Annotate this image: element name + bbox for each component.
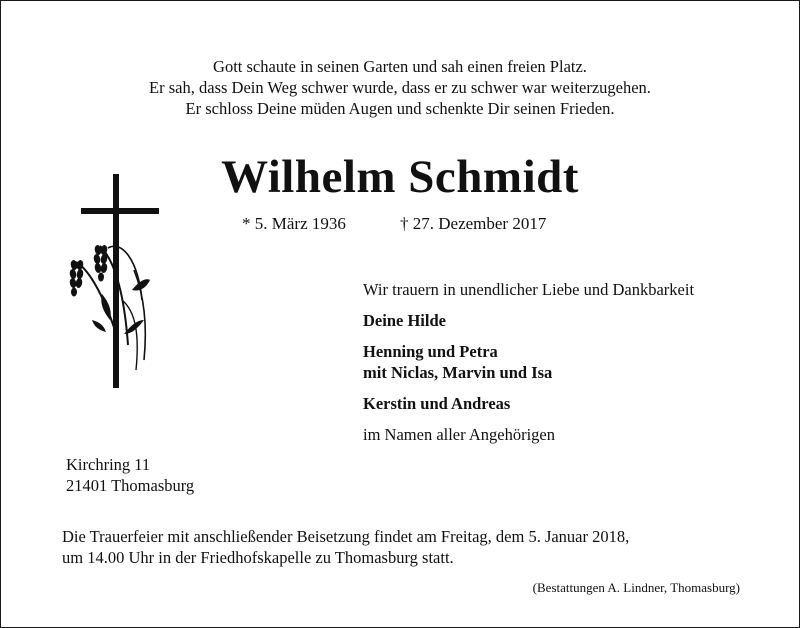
- mourning-closing: im Namen aller Angehörigen: [363, 425, 555, 444]
- funeral-notice: [62, 526, 629, 568]
- address-street: Kirchring 11: [66, 455, 151, 474]
- poem-line-3: Er schloss Deine müden Augen und schenkte Dir seinen Frieden.: [185, 99, 615, 118]
- deceased-name: Wilhelm Schmidt: [221, 151, 579, 203]
- mourning-block: [363, 279, 694, 445]
- mourner-hilde: Deine Hilde: [363, 311, 446, 330]
- funeral-line-2: um 14.00 Uhr in der Friedhofskapelle zu Thomasburg statt.: [62, 548, 454, 567]
- poem: [0, 56, 800, 119]
- address: [66, 454, 194, 496]
- cross-with-wheat-icon: [62, 170, 172, 397]
- mourner-grandchildren: mit Niclas, Marvin und Isa: [363, 363, 553, 382]
- birth-date: * 5. März 1936: [242, 214, 346, 233]
- address-city: 21401 Thomasburg: [66, 476, 195, 495]
- poem-line-1: Gott schaute in seinen Garten und sah einen freien Platz.: [213, 57, 587, 76]
- funeral-line-1: Die Trauerfeier mit anschließender Beisetzung findet am Freitag, dem 5. Januar 2018,: [62, 527, 630, 546]
- mourner-henning-petra: Henning und Petra: [363, 342, 498, 361]
- poem-line-2: Er sah, dass Dein Weg schwer wurde, dass er zu schwer war weiterzugehen.: [149, 78, 651, 97]
- mourning-intro: Wir trauern in unendlicher Liebe und Dankbarkeit: [363, 280, 695, 299]
- undertaker-credit: (Bestattungen A. Lindner, Thomasburg): [532, 580, 740, 595]
- death-date: † 27. Dezember 2017: [400, 214, 547, 233]
- mourner-kerstin-andreas: Kerstin und Andreas: [363, 394, 511, 413]
